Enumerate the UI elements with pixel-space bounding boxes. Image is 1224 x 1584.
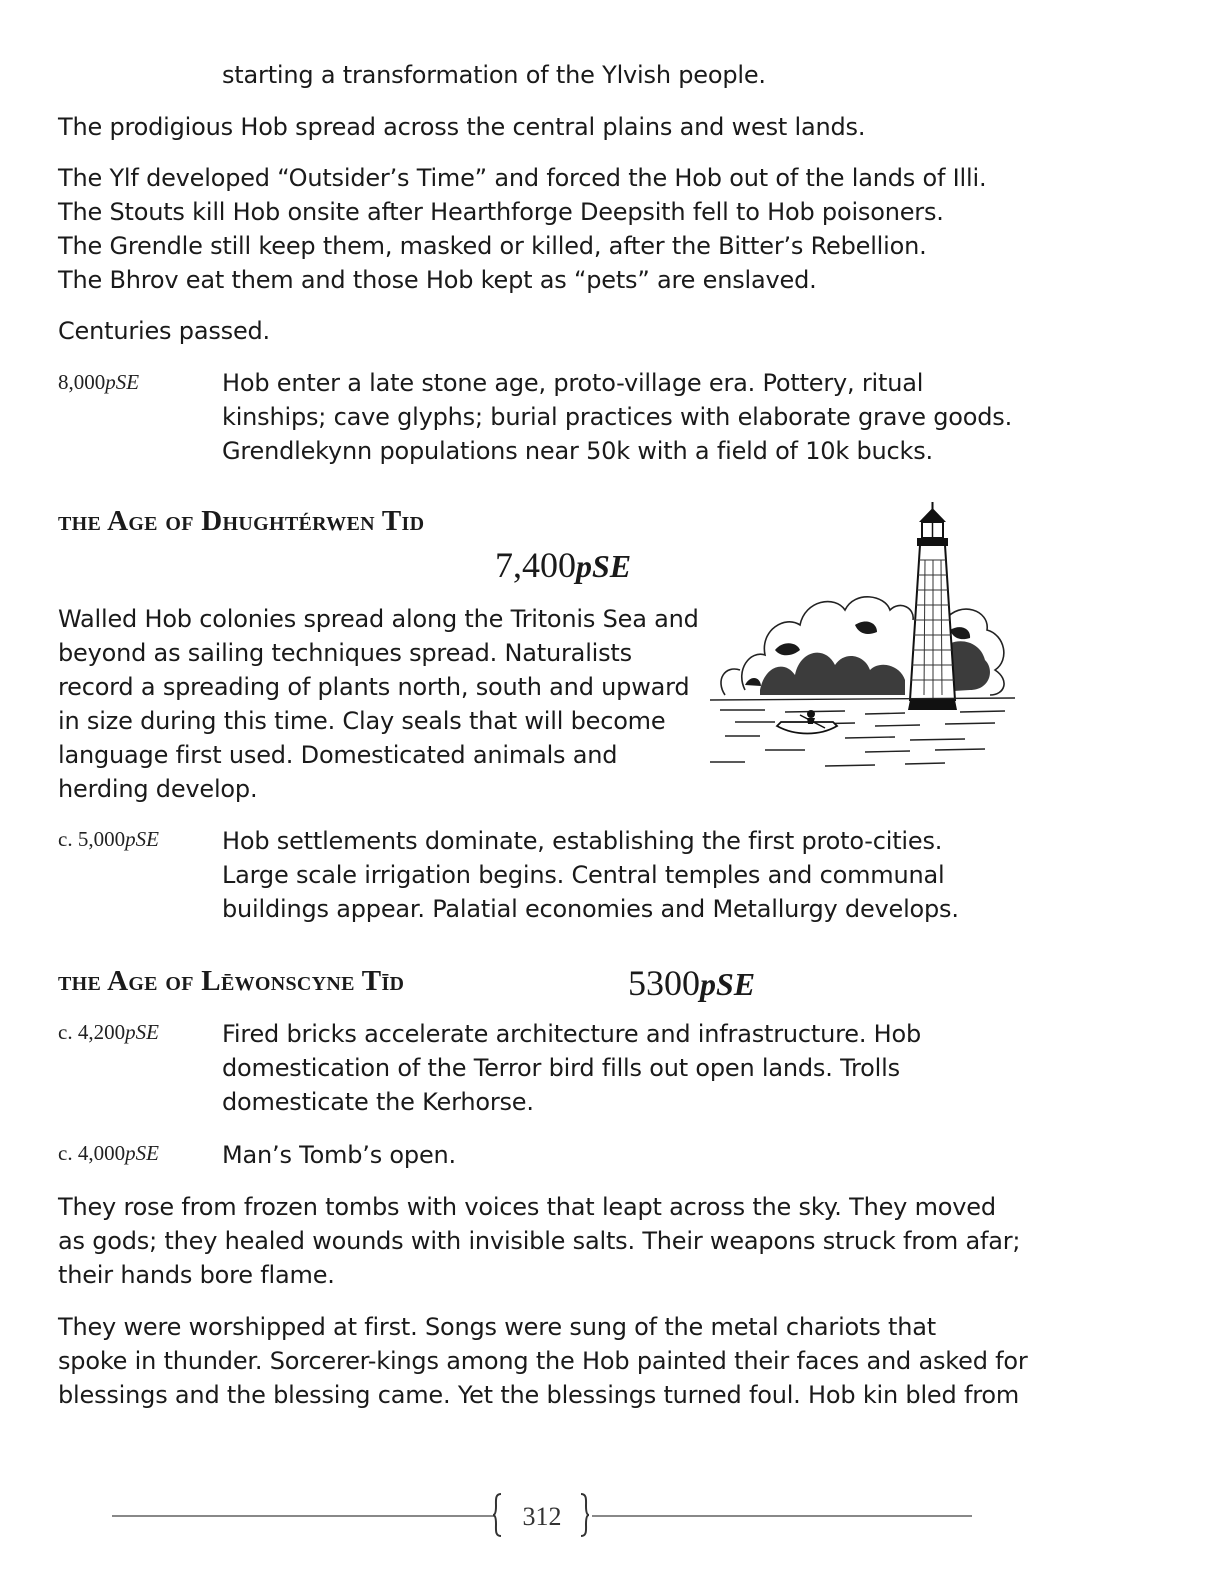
date-label-5000: c. 5,000pSE — [58, 827, 159, 851]
text-line: The Bhrov eat them and those Hob kept as “pets” are enslaved. — [58, 266, 817, 294]
text-line: domesticate the Kerhorse. — [222, 1088, 534, 1116]
text-line: beyond as sailing techniques spread. Naturalists — [58, 639, 632, 667]
date-label-4000: c. 4,000pSE — [58, 1141, 159, 1165]
footer-rule-left — [112, 1515, 494, 1517]
text-line: They rose from frozen tombs with voices that leapt across the sky. They moved — [58, 1193, 996, 1221]
text-line: as gods; they healed wounds with invisible salts. Their weapons struck from afar; — [58, 1227, 1021, 1255]
lighthouse-illustration — [705, 500, 1020, 785]
text-line: blessings and the blessing came. Yet the blessings turned foul. Hob kin bled from — [58, 1381, 1020, 1409]
text-line: The Grendle still keep them, masked or killed, after the Bitter’s Rebellion. — [58, 232, 927, 260]
paragraph-kin-reactions — [58, 161, 986, 297]
text-line: Hob enter a late stone age, proto-village era. Pottery, ritual — [222, 369, 924, 397]
text-line: domestication of the Terror bird fills out open lands. Trolls — [222, 1054, 900, 1082]
age-heading-lewonscyne: the Age of Lēwonscyne Tīd — [58, 965, 405, 997]
timeline-entry-4200 — [222, 1017, 921, 1119]
text-line: kinships; cave glyphs; burial practices with elaborate grave goods. — [222, 403, 1013, 431]
text-line: their hands bore flame. — [58, 1261, 335, 1289]
text-line: in size during this time. Clay seals that will become — [58, 707, 666, 735]
date-label-4200: c. 4,200pSE — [58, 1020, 159, 1044]
paragraph-hob-spread: The prodigious Hob spread across the central plains and west lands. — [58, 113, 866, 141]
text-line: The Ylf developed “Outsider’s Time” and forced the Hob out of the lands of Illi. — [58, 164, 987, 192]
text-line: They were worshipped at first. Songs were sung of the metal chariots that — [58, 1313, 936, 1341]
timeline-entry-5000 — [222, 824, 959, 926]
date-label-8000: 8,000pSE — [58, 370, 140, 394]
text-line: Grendlekynn populations near 50k with a field of 10k bucks. — [222, 437, 933, 465]
paragraph-centuries: Centuries passed. — [58, 317, 270, 345]
text-line: The Stouts kill Hob onsite after Hearthforge Deepsith fell to Hob poisoners. — [58, 198, 944, 226]
timeline-entry-4000: Man’s Tomb’s open. — [222, 1141, 456, 1169]
text-line: Walled Hob colonies spread along the Tritonis Sea and — [58, 605, 699, 633]
age-heading-dhughterwen: the Age of Dhughtérwen Tid — [58, 505, 425, 537]
text-line: record a spreading of plants north, south and upward — [58, 673, 690, 701]
text-line: buildings appear. Palatial economies and Metallurgy develops. — [222, 895, 959, 923]
text-line: Large scale irrigation begins. Central temples and communal — [222, 861, 945, 889]
text-line: spoke in thunder. Sorcerer-kings among the Hob painted their faces and asked for — [58, 1347, 1028, 1375]
era-date-7400: 7,400pSE — [495, 545, 632, 585]
text-line: Hob settlements dominate, establishing the first proto-cities. — [222, 827, 943, 855]
paragraph-walled-colonies — [58, 602, 699, 806]
era-date-5300: 5300pSE — [628, 963, 756, 1003]
footer-rule-right — [592, 1515, 972, 1517]
page-number: 312 — [522, 1502, 562, 1531]
text-line: Fired bricks accelerate architecture and infrastructure. Hob — [222, 1020, 922, 1048]
timeline-entry-8000 — [222, 366, 1012, 468]
paragraph-rose-from-tombs — [58, 1190, 1020, 1292]
text-line: herding develop. — [58, 775, 258, 803]
paragraph-worshipped — [58, 1310, 1028, 1412]
intro-line: starting a transformation of the Ylvish people. — [222, 61, 766, 89]
text-line: language first used. Domesticated animals and — [58, 741, 618, 769]
